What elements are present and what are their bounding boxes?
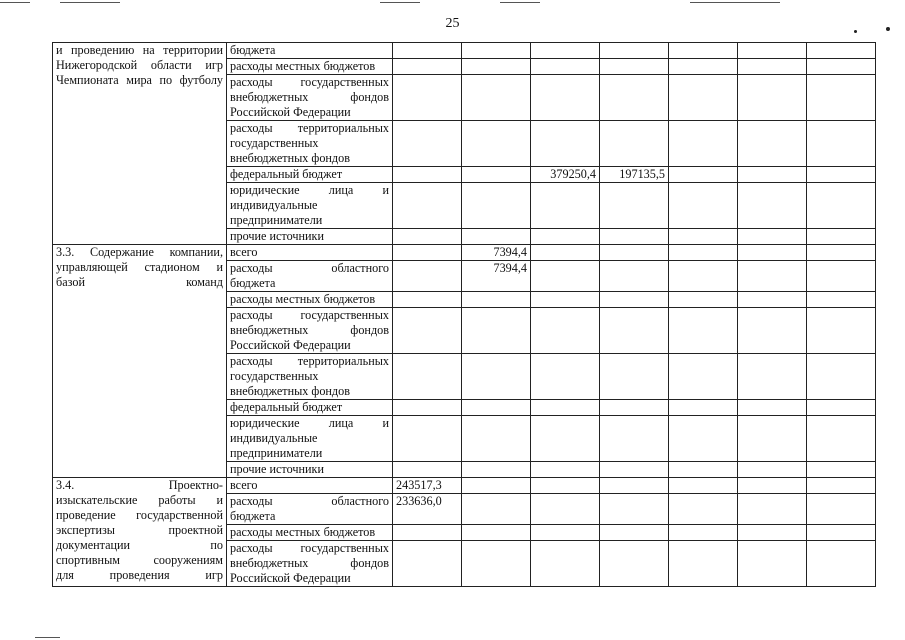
- amount-cell: [669, 462, 738, 478]
- amount-cell: [738, 121, 807, 167]
- funding-source-line: расходы государственных: [230, 541, 389, 555]
- amount-cell: [462, 292, 531, 308]
- funding-source-line: бюджета: [230, 43, 276, 57]
- funding-source-line: внебюджетных фондов: [230, 151, 350, 165]
- funding-source-line: внебюджетных фондов: [230, 384, 350, 398]
- amount-cell: [531, 416, 600, 462]
- funding-source-line: Российской Федерации: [230, 338, 351, 352]
- funding-source-line: расходы областного: [230, 494, 389, 508]
- amount-cell: [531, 121, 600, 167]
- funding-source-cell: [227, 75, 393, 121]
- amount-cell: [738, 183, 807, 229]
- event-description-line: Чемпионата мира по футболу: [56, 73, 223, 87]
- amount-cell: [393, 245, 462, 261]
- amount-cell: [669, 525, 738, 541]
- amount-cell: [393, 43, 462, 59]
- amount-cell: [393, 75, 462, 121]
- amount-cell: [531, 525, 600, 541]
- amount-cell: [462, 229, 531, 245]
- amount-cell: [738, 416, 807, 462]
- amount-cell: [669, 183, 738, 229]
- funding-source-line: внебюджетных фондов: [230, 556, 389, 570]
- amount-cell: [462, 494, 531, 525]
- amount-cell: [393, 541, 462, 587]
- amount-cell: [600, 354, 669, 400]
- amount-cell: [669, 167, 738, 183]
- event-description-line: управляющей стадионом и: [56, 260, 223, 274]
- amount-cell: [531, 229, 600, 245]
- table-row: [53, 245, 876, 261]
- amount-cell: [738, 59, 807, 75]
- event-description-line: спортивным сооружениям: [56, 553, 223, 567]
- amount-cell: [393, 462, 462, 478]
- amount-cell: [600, 525, 669, 541]
- amount-cell: 197135,5: [600, 167, 669, 183]
- amount-cell: [807, 229, 876, 245]
- funding-source-line: бюджета: [230, 276, 276, 290]
- amount-cell: [600, 292, 669, 308]
- amount-cell: [669, 478, 738, 494]
- amount-cell: [531, 308, 600, 354]
- amount-cell: [669, 416, 738, 462]
- funding-source-cell: [227, 292, 393, 308]
- amount-cell: [807, 261, 876, 292]
- amount-cell: [738, 292, 807, 308]
- amount-cell: [807, 308, 876, 354]
- amount-cell: [807, 400, 876, 416]
- amount-cell: [393, 354, 462, 400]
- funding-source-line: федеральный бюджет: [230, 400, 343, 414]
- event-description-line: для проведения игр: [56, 568, 223, 582]
- amount-cell: [531, 400, 600, 416]
- amount-cell: [669, 541, 738, 587]
- amount-cell: [738, 494, 807, 525]
- funding-source-line: расходы местных бюджетов: [230, 292, 376, 306]
- funding-source-line: расходы областного: [230, 261, 389, 275]
- funding-source-line: прочие источники: [230, 462, 324, 476]
- amount-cell: [600, 416, 669, 462]
- amount-cell: [669, 59, 738, 75]
- amount-cell: [531, 494, 600, 525]
- amount-cell: [600, 494, 669, 525]
- amount-cell: [462, 354, 531, 400]
- amount-cell: [393, 261, 462, 292]
- amount-cell: [807, 462, 876, 478]
- amount-cell: [807, 245, 876, 261]
- amount-cell: [531, 59, 600, 75]
- amount-cell: [807, 541, 876, 587]
- amount-cell: [393, 400, 462, 416]
- amount-cell: [807, 292, 876, 308]
- amount-cell: [462, 541, 531, 587]
- amount-cell: [462, 478, 531, 494]
- funding-source-cell: [227, 308, 393, 354]
- amount-cell: [600, 183, 669, 229]
- funding-source-cell: [227, 462, 393, 478]
- funding-source-line: федеральный бюджет: [230, 167, 343, 181]
- amount-cell: [531, 292, 600, 308]
- amount-cell: [462, 43, 531, 59]
- amount-cell: [600, 59, 669, 75]
- amount-cell: [738, 462, 807, 478]
- amount-cell: [462, 416, 531, 462]
- amount-cell: [600, 400, 669, 416]
- funding-source-line: Российской Федерации: [230, 571, 351, 585]
- event-description-line: экспертизы проектной: [56, 523, 223, 537]
- amount-cell: [531, 75, 600, 121]
- amount-cell: [462, 400, 531, 416]
- amount-cell: [393, 183, 462, 229]
- amount-cell: [738, 229, 807, 245]
- funding-source-line: расходы государственных: [230, 308, 389, 322]
- amount-cell: [669, 494, 738, 525]
- funding-source-line: предприниматели: [230, 446, 323, 460]
- scan-speck: [886, 27, 890, 31]
- amount-cell: [669, 121, 738, 167]
- funding-source-cell: [227, 354, 393, 400]
- amount-cell: [600, 308, 669, 354]
- event-description-line: и проведению на территории: [56, 43, 223, 57]
- funding-source-line: внебюджетных фондов: [230, 90, 389, 104]
- funding-source-cell: [227, 229, 393, 245]
- event-description-line: проведение государственной: [56, 508, 223, 522]
- funding-source-line: индивидуальные: [230, 431, 318, 445]
- amount-cell: [807, 121, 876, 167]
- scan-artifact-line: [60, 2, 120, 3]
- amount-cell: [738, 400, 807, 416]
- amount-cell: 7394,4: [462, 261, 531, 292]
- amount-cell: [531, 541, 600, 587]
- amount-cell: [738, 261, 807, 292]
- amount-cell: [669, 43, 738, 59]
- amount-cell: [393, 292, 462, 308]
- funding-source-cell: [227, 43, 393, 59]
- amount-cell: [462, 167, 531, 183]
- funding-source-cell: [227, 400, 393, 416]
- table-body: [53, 43, 876, 587]
- amount-cell: [462, 308, 531, 354]
- amount-cell: [600, 43, 669, 59]
- amount-cell: [600, 541, 669, 587]
- amount-cell: [531, 354, 600, 400]
- amount-cell: [531, 462, 600, 478]
- amount-cell: [669, 229, 738, 245]
- funding-source-cell: [227, 245, 393, 261]
- funding-source-line: расходы территориальных: [230, 354, 389, 368]
- funding-source-cell: [227, 541, 393, 587]
- funding-source-line: государственных: [230, 369, 319, 383]
- amount-cell: [738, 525, 807, 541]
- amount-cell: [600, 121, 669, 167]
- amount-cell: [462, 525, 531, 541]
- amount-cell: [393, 121, 462, 167]
- amount-cell: [600, 478, 669, 494]
- page-number: 25: [445, 16, 460, 31]
- event-description-line: документации по: [56, 538, 223, 552]
- funding-source-line: юридические лица и: [230, 416, 389, 430]
- funding-source-cell: [227, 416, 393, 462]
- amount-cell: [807, 525, 876, 541]
- amount-cell: [669, 245, 738, 261]
- amount-cell: [531, 183, 600, 229]
- amount-cell: [669, 308, 738, 354]
- amount-cell: [462, 183, 531, 229]
- amount-cell: [807, 167, 876, 183]
- table-row: [53, 478, 876, 494]
- event-description-line: базой команд: [56, 275, 223, 289]
- amount-cell: [807, 75, 876, 121]
- amount-cell: [600, 462, 669, 478]
- amount-cell: [600, 261, 669, 292]
- amount-cell: [807, 354, 876, 400]
- amount-cell: [393, 167, 462, 183]
- funding-source-cell: [227, 167, 393, 183]
- amount-cell: [669, 292, 738, 308]
- funding-source-cell: [227, 59, 393, 75]
- event-description-line: изыскательские работы и: [56, 493, 223, 507]
- funding-source-line: предприниматели: [230, 213, 323, 227]
- amount-cell: [807, 183, 876, 229]
- amount-cell: [531, 43, 600, 59]
- amount-cell: [669, 354, 738, 400]
- event-description-line: 3.3. Содержание компании,: [56, 245, 223, 259]
- amount-cell: [669, 261, 738, 292]
- scan-artifact-line: [500, 2, 540, 3]
- amount-cell: [738, 308, 807, 354]
- funding-source-line: бюджета: [230, 509, 276, 523]
- scan-speck: [854, 30, 857, 33]
- amount-cell: [807, 494, 876, 525]
- amount-cell: [807, 416, 876, 462]
- funding-source-cell: [227, 261, 393, 292]
- scan-artifact-line: [0, 2, 30, 3]
- amount-cell: [531, 261, 600, 292]
- amount-cell: [531, 478, 600, 494]
- amount-cell: [669, 400, 738, 416]
- amount-cell: [393, 525, 462, 541]
- funding-source-cell: [227, 183, 393, 229]
- amount-cell: [393, 229, 462, 245]
- amount-cell: [462, 121, 531, 167]
- amount-cell: [738, 167, 807, 183]
- amount-cell: [807, 59, 876, 75]
- amount-cell: [600, 245, 669, 261]
- funding-source-line: расходы территориальных: [230, 121, 389, 135]
- funding-source-line: индивидуальные: [230, 198, 318, 212]
- scan-artifact-line: [380, 2, 420, 3]
- funding-source-line: расходы государственных: [230, 75, 389, 89]
- funding-source-line: внебюджетных фондов: [230, 323, 389, 337]
- amount-cell: [738, 354, 807, 400]
- amount-cell: [669, 75, 738, 121]
- budget-table: [52, 42, 876, 587]
- amount-cell: [600, 229, 669, 245]
- funding-source-line: юридические лица и: [230, 183, 389, 197]
- funding-source-line: государственных: [230, 136, 319, 150]
- event-description-cell: [53, 478, 227, 587]
- table-row: [53, 43, 876, 59]
- amount-cell: [393, 416, 462, 462]
- amount-cell: [393, 308, 462, 354]
- amount-cell: [393, 59, 462, 75]
- event-description-cell: [53, 245, 227, 478]
- event-description-line: 3.4. Проектно-: [56, 478, 223, 492]
- funding-source-line: расходы местных бюджетов: [230, 525, 376, 539]
- amount-cell: [738, 43, 807, 59]
- amount-cell: 233636,0: [393, 494, 462, 525]
- funding-source-cell: [227, 494, 393, 525]
- amount-cell: [807, 43, 876, 59]
- amount-cell: [738, 478, 807, 494]
- amount-cell: [531, 245, 600, 261]
- funding-source-cell: [227, 121, 393, 167]
- funding-source-cell: [227, 525, 393, 541]
- amount-cell: [462, 462, 531, 478]
- scan-artifact-line: [690, 2, 780, 3]
- scan-artifact-line: [35, 637, 60, 638]
- funding-source-line: расходы местных бюджетов: [230, 59, 376, 73]
- amount-cell: [738, 541, 807, 587]
- funding-source-line: всего: [230, 245, 258, 259]
- amount-cell: [807, 478, 876, 494]
- amount-cell: [600, 75, 669, 121]
- funding-source-line: Российской Федерации: [230, 105, 351, 119]
- funding-source-line: прочие источники: [230, 229, 324, 243]
- amount-cell: [462, 59, 531, 75]
- funding-source-cell: [227, 478, 393, 494]
- amount-cell: [738, 75, 807, 121]
- amount-cell: 243517,3: [393, 478, 462, 494]
- amount-cell: 379250,4: [531, 167, 600, 183]
- event-description-line: Нижегородской области игр: [56, 58, 223, 72]
- amount-cell: [462, 75, 531, 121]
- funding-source-line: всего: [230, 478, 258, 492]
- amount-cell: 7394,4: [462, 245, 531, 261]
- amount-cell: [738, 245, 807, 261]
- event-description-cell: [53, 43, 227, 245]
